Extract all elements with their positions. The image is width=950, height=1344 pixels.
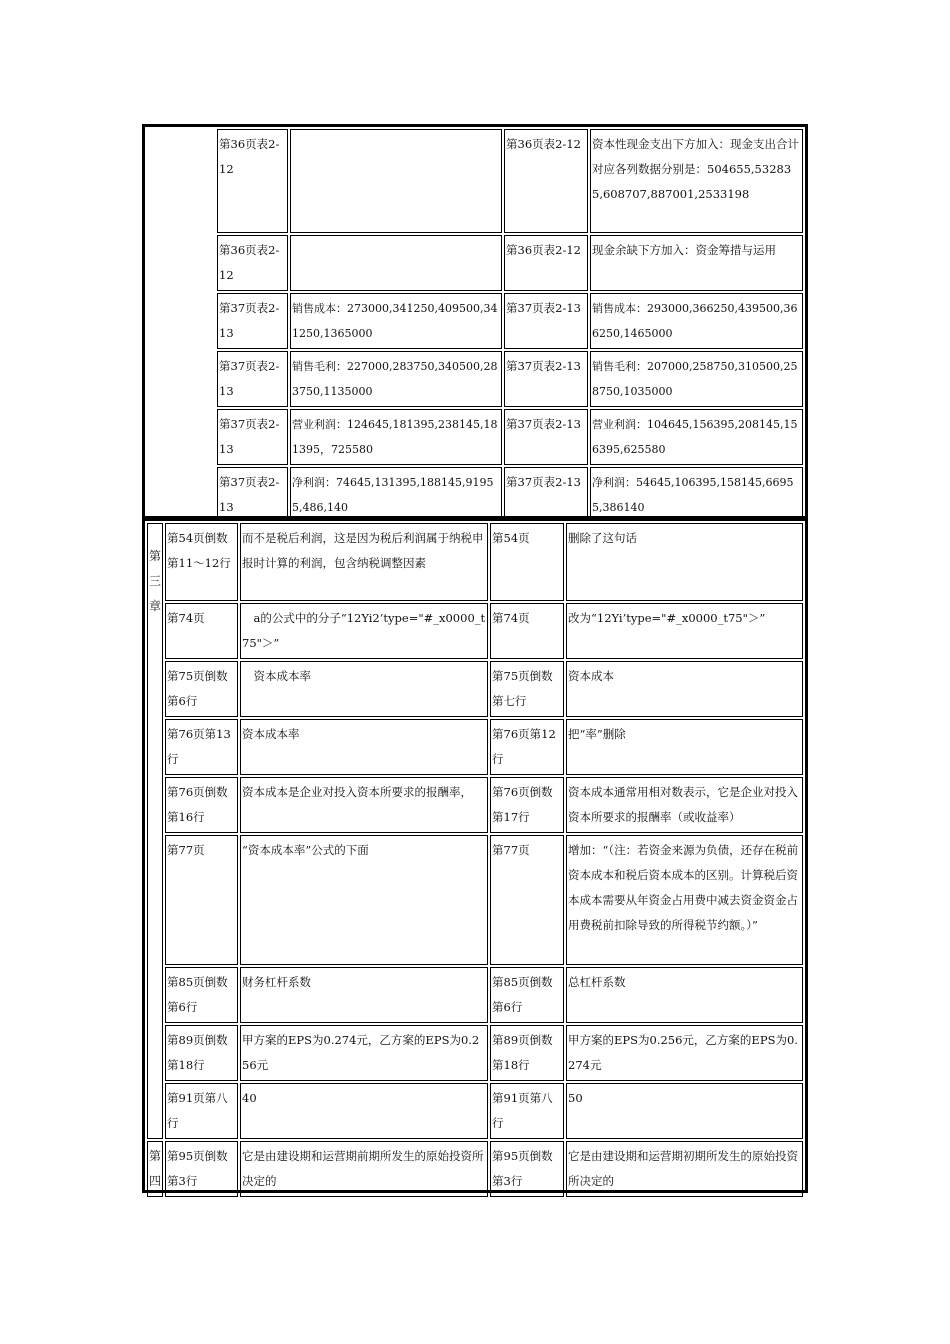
orig-text: 营业利润：124645,181395,238145,181395，725580 [290,409,502,465]
new-text: 现金余缺下方加入：资金筹措与运用 [590,235,803,291]
orig-text [290,235,502,291]
orig-location: 第36页表2-12 [217,129,288,233]
table-row [147,1025,803,1081]
table-row [147,129,803,233]
new-text: 改为“12Yi’type="#_x0000_t75"＞” [566,603,803,659]
new-text: 50 [566,1083,803,1139]
errata-table-1 [142,124,808,519]
new-location: 第37页表2-13 [504,351,588,407]
new-location: 第54页 [490,523,564,601]
new-text: 它是由建设期和运营期初期所发生的原始投资所决定的 [566,1141,803,1197]
orig-text: 资本成本是企业对投入资本所要求的报酬率， [240,777,488,833]
orig-location: 第95页倒数第3行 [165,1141,238,1197]
new-location: 第85页倒数第6行 [490,967,564,1023]
table-row [147,293,803,349]
orig-location: 第85页倒数第6行 [165,967,238,1023]
orig-location: 第74页 [165,603,238,659]
errata-table-2-grid [145,521,805,1199]
new-location: 第37页表2-13 [504,467,588,523]
table-row [147,1141,803,1197]
table-row [147,523,803,601]
new-location: 第77页 [490,835,564,965]
orig-text: 而不是税后利润，这是因为税后利润属于纳税申报时计算的利润，包含纳税调整因素 [240,523,488,601]
new-text: 把“率”删除 [566,719,803,775]
new-location: 第36页表2-12 [504,235,588,291]
table-row [147,603,803,659]
new-text: 营业利润：104645,156395,208145,156395,625580 [590,409,803,465]
new-location: 第89页倒数第18行 [490,1025,564,1081]
new-location: 第36页表2-12 [504,129,588,233]
errata-table-2 [142,518,808,1193]
orig-location: 第37页表2-13 [217,467,288,523]
orig-location: 第37页表2-13 [217,351,288,407]
new-location: 第91页第八行 [490,1083,564,1139]
orig-text: 甲方案的EPS为0.274元，乙方案的EPS为0.256元 [240,1025,488,1081]
new-location: 第76页倒数第17行 [490,777,564,833]
table-row [147,719,803,775]
errata-table-1-grid [145,127,805,525]
table-row [147,661,803,717]
orig-text: a的公式中的分子“12Yi2’type="#_x0000_t75"＞” [240,603,488,659]
orig-location: 第77页 [165,835,238,965]
orig-location: 第76页第13行 [165,719,238,775]
table-row [147,235,803,291]
table-row [147,835,803,965]
orig-text: 它是由建设期和运营期前期所发生的原始投资所决定的 [240,1141,488,1197]
new-text: 销售毛利：207000,258750,310500,258750,1035000 [590,351,803,407]
table-row [147,351,803,407]
orig-location: 第54页倒数第11～12行 [165,523,238,601]
orig-text: 资本成本率 [240,661,488,717]
chapter-3-label: 第三章 [147,523,163,1139]
orig-location: 第37页表2-13 [217,293,288,349]
new-location: 第74页 [490,603,564,659]
new-text: 甲方案的EPS为0.256元，乙方案的EPS为0.274元 [566,1025,803,1081]
orig-location: 第75页倒数第6行 [165,661,238,717]
new-text: 资本成本通常用相对数表示，它是企业对投入资本所要求的报酬率（或收益率） [566,777,803,833]
new-text: 净利润：54645,106395,158145,66955,386140 [590,467,803,523]
orig-text: “资本成本率”公式的下面 [240,835,488,965]
new-text: 增加：“（注：若资金来源为负债，还存在税前资本成本和税后资本成本的区别。计算税后资本成本需要从年资金占用费中减去资金资金占用费税前扣除导致的所得税节约额。）” [566,835,803,965]
chapter-4-label: 第四 [147,1141,163,1197]
orig-text: 资本成本率 [240,719,488,775]
new-location: 第37页表2-13 [504,293,588,349]
new-location: 第75页倒数第七行 [490,661,564,717]
new-text: 销售成本：293000,366250,439500,366250,1465000 [590,293,803,349]
orig-location: 第89页倒数第18行 [165,1025,238,1081]
new-text: 总杠杆系数 [566,967,803,1023]
table-row [147,777,803,833]
orig-text: 销售毛利：227000,283750,340500,283750,1135000 [290,351,502,407]
new-text: 资本性现金支出下方加入：现金支出合计对应各列数据分别是：504655,532835,608707,887001,2533198 [590,129,803,233]
orig-text: 40 [240,1083,488,1139]
new-text: 删除了这句话 [566,523,803,601]
orig-text [290,129,502,233]
new-location: 第37页表2-13 [504,409,588,465]
new-location: 第95页倒数第3行 [490,1141,564,1197]
table-row [147,1083,803,1139]
table-row [147,409,803,465]
orig-location: 第37页表2-13 [217,409,288,465]
table-row [147,967,803,1023]
orig-location: 第76页倒数第16行 [165,777,238,833]
blank-cell [147,129,215,523]
orig-location: 第91页第八行 [165,1083,238,1139]
orig-text: 销售成本：273000,341250,409500,341250,1365000 [290,293,502,349]
orig-text: 净利润：74645,131395,188145,91955,486,140 [290,467,502,523]
orig-location: 第36页表2-12 [217,235,288,291]
new-location: 第76页第12行 [490,719,564,775]
table-row [147,467,803,523]
orig-text: 财务杠杆系数 [240,967,488,1023]
new-text: 资本成本 [566,661,803,717]
